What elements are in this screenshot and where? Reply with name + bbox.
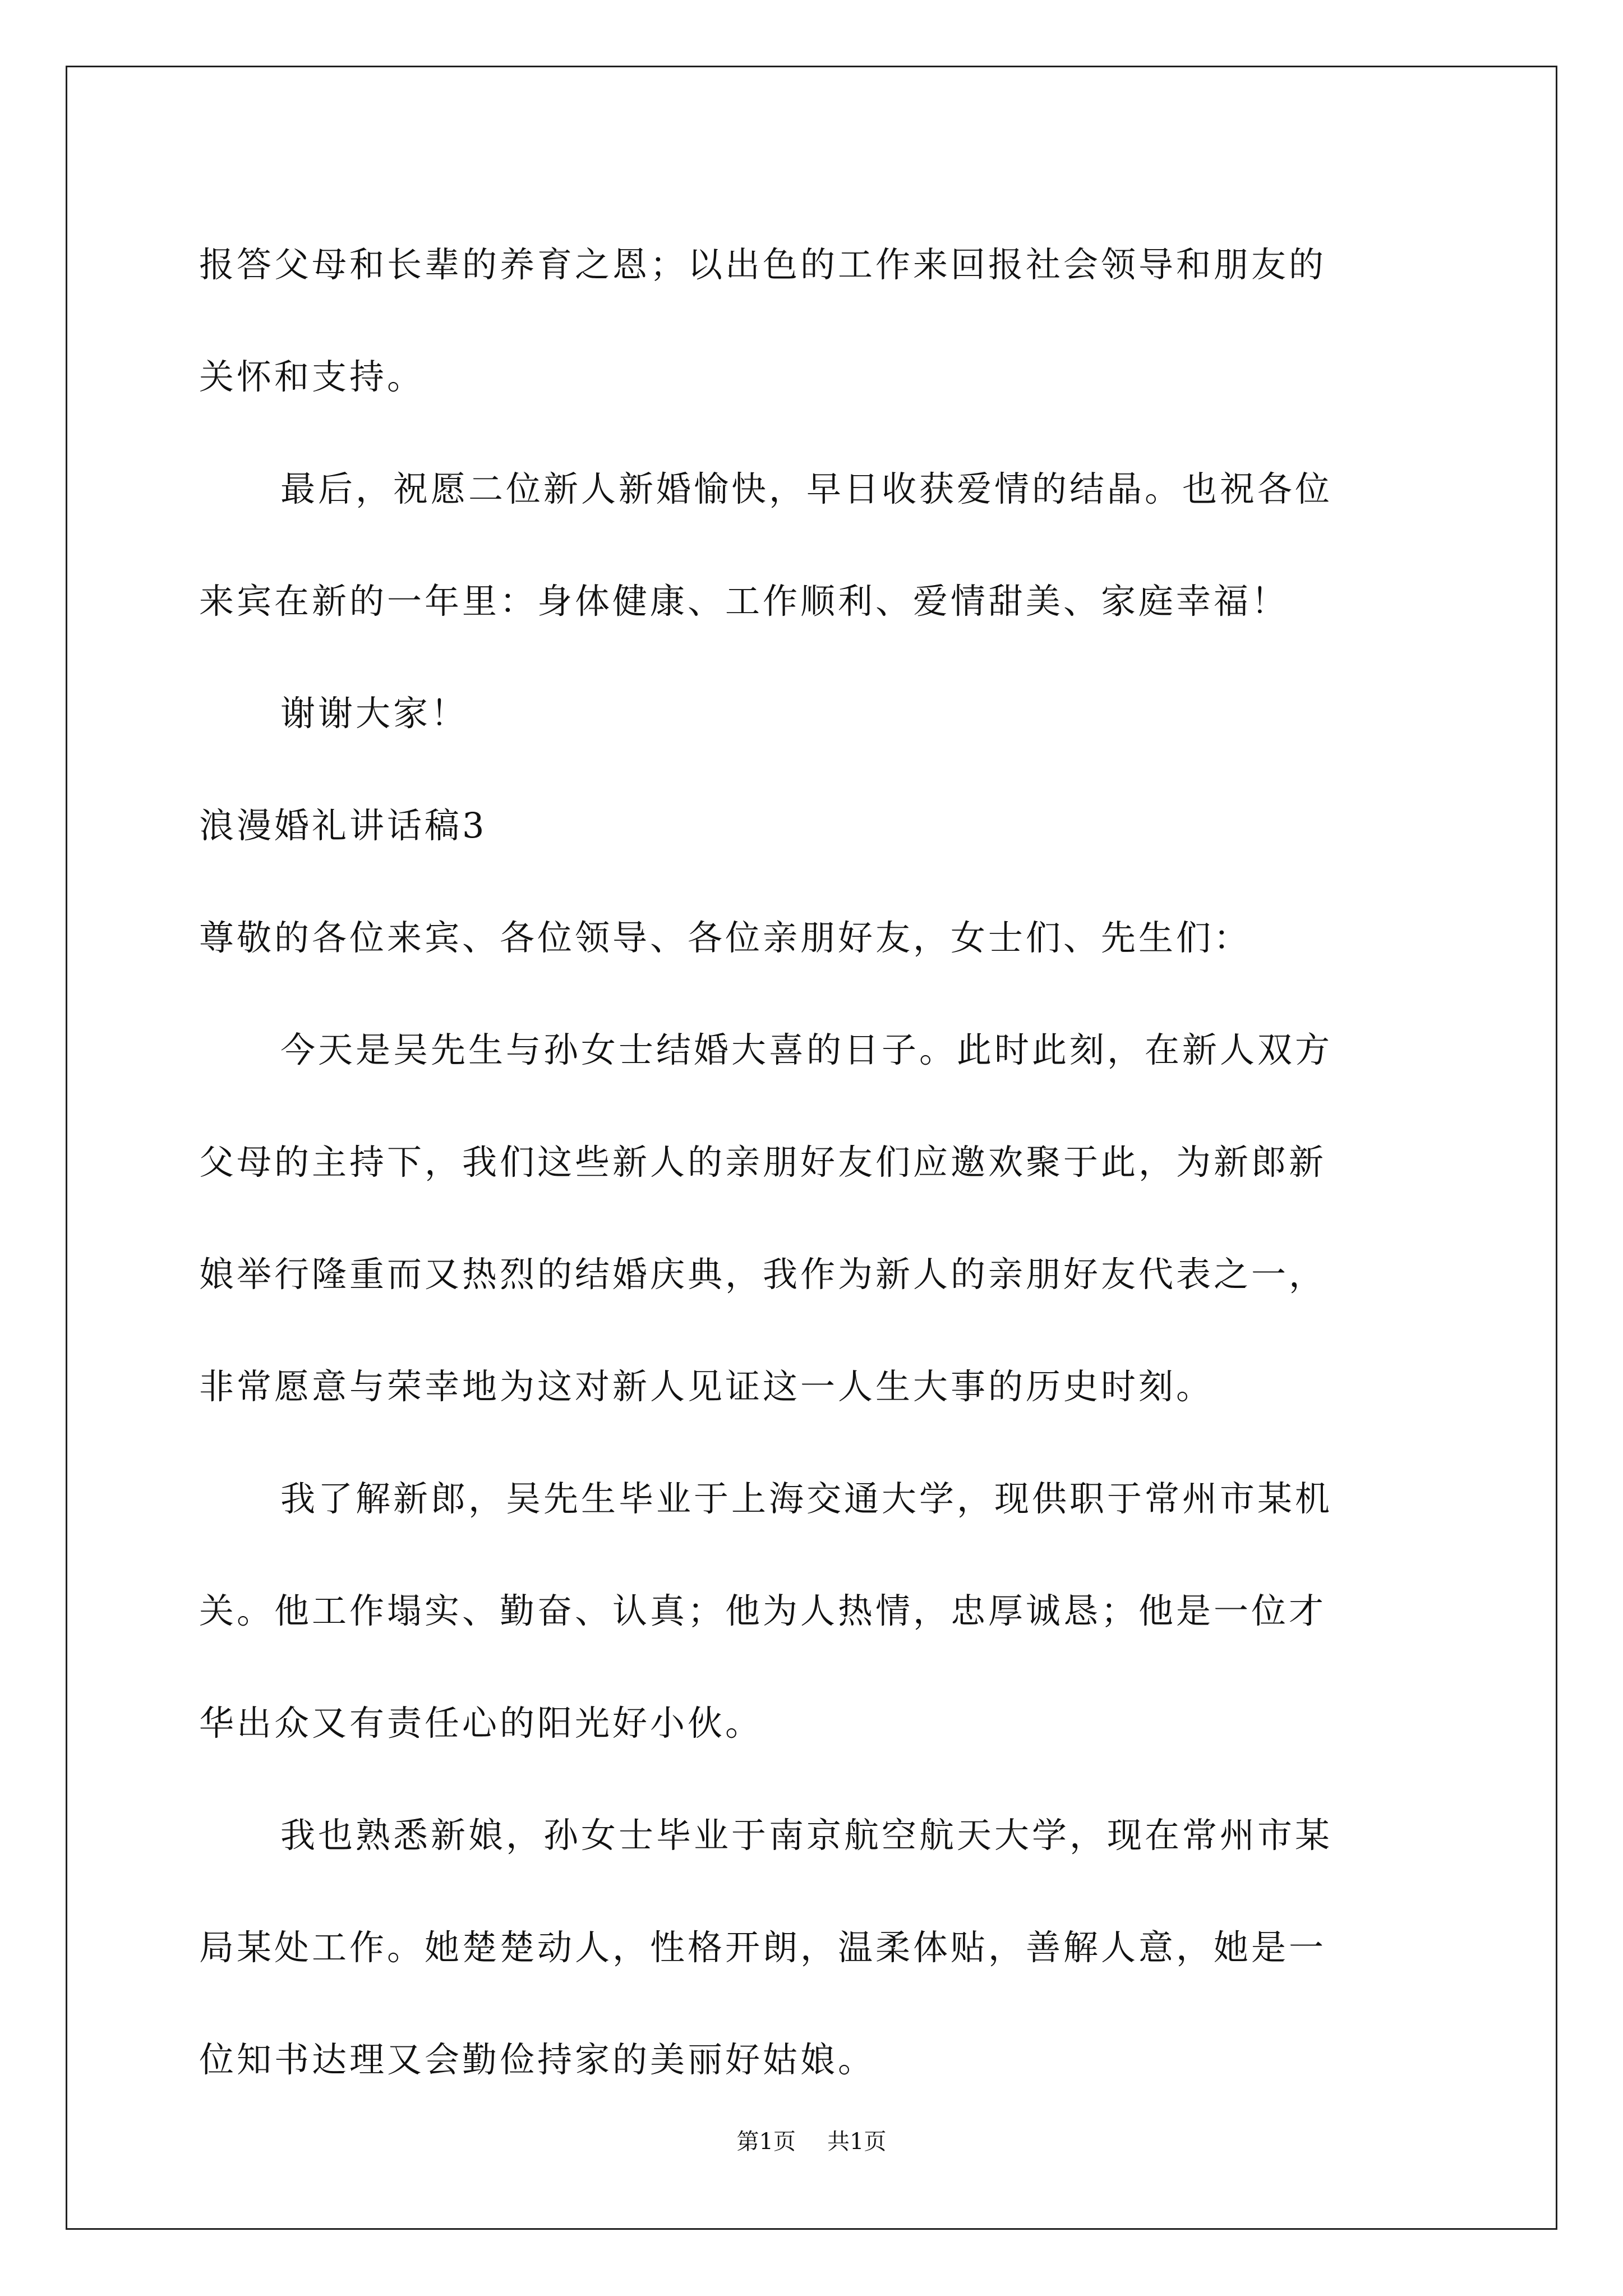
page-footer [0, 2126, 1623, 2157]
salutation-line: 尊敬的各位来宾、各位领导、各位亲朋好友，女士们、先生们： [199, 917, 1252, 958]
paragraph-line: 位知书达理又会勤俭持家的美丽好姑娘。 [199, 2039, 876, 2080]
paragraph-line: 今天是吴先生与孙女士结婚大喜的日子。此时此刻，在新人双方 [280, 1029, 1333, 1070]
section-heading: 浪漫婚礼讲话稿3 [199, 805, 487, 846]
paragraph-line: 华出众又有责任心的阳光好小伙。 [199, 1703, 763, 1743]
paragraph-line: 谢谢大家！ [280, 693, 469, 734]
paragraph-line: 关怀和支持。 [199, 356, 425, 397]
paragraph-line: 我了解新郎，吴先生毕业于上海交通大学，现供职于常州市某机 [280, 1478, 1333, 1519]
document-body [199, 209, 1427, 2116]
page-number-total: 共1页 [827, 2129, 887, 2155]
page-number-current: 第1页 [736, 2129, 796, 2155]
paragraph-line: 报答父母和长辈的养育之恩；以出色的工作来回报社会领导和朋友的 [199, 244, 1327, 285]
paragraph-line: 局某处工作。她楚楚动人，性格开朗，温柔体贴，善解人意，她是一 [199, 1927, 1327, 1968]
paragraph-line: 娘举行隆重而又热烈的结婚庆典，我作为新人的亲朋好友代表之一， [199, 1254, 1327, 1295]
paragraph-line: 来宾在新的一年里：身体健康、工作顺利、爱情甜美、家庭幸福！ [199, 581, 1289, 622]
paragraph-line: 最后，祝愿二位新人新婚愉快，早日收获爱情的结晶。也祝各位 [280, 468, 1333, 509]
paragraph-line: 非常愿意与荣幸地为这对新人见证这一人生大事的历史时刻。 [199, 1366, 1214, 1407]
paragraph-line: 父母的主持下，我们这些新人的亲朋好友们应邀欢聚于此，为新郎新 [199, 1142, 1327, 1182]
paragraph-line: 关。他工作塌实、勤奋、认真；他为人热情，忠厚诚恳；他是一位才 [199, 1590, 1327, 1631]
paragraph-line: 我也熟悉新娘，孙女士毕业于南京航空航天大学，现在常州市某 [280, 1815, 1333, 1856]
